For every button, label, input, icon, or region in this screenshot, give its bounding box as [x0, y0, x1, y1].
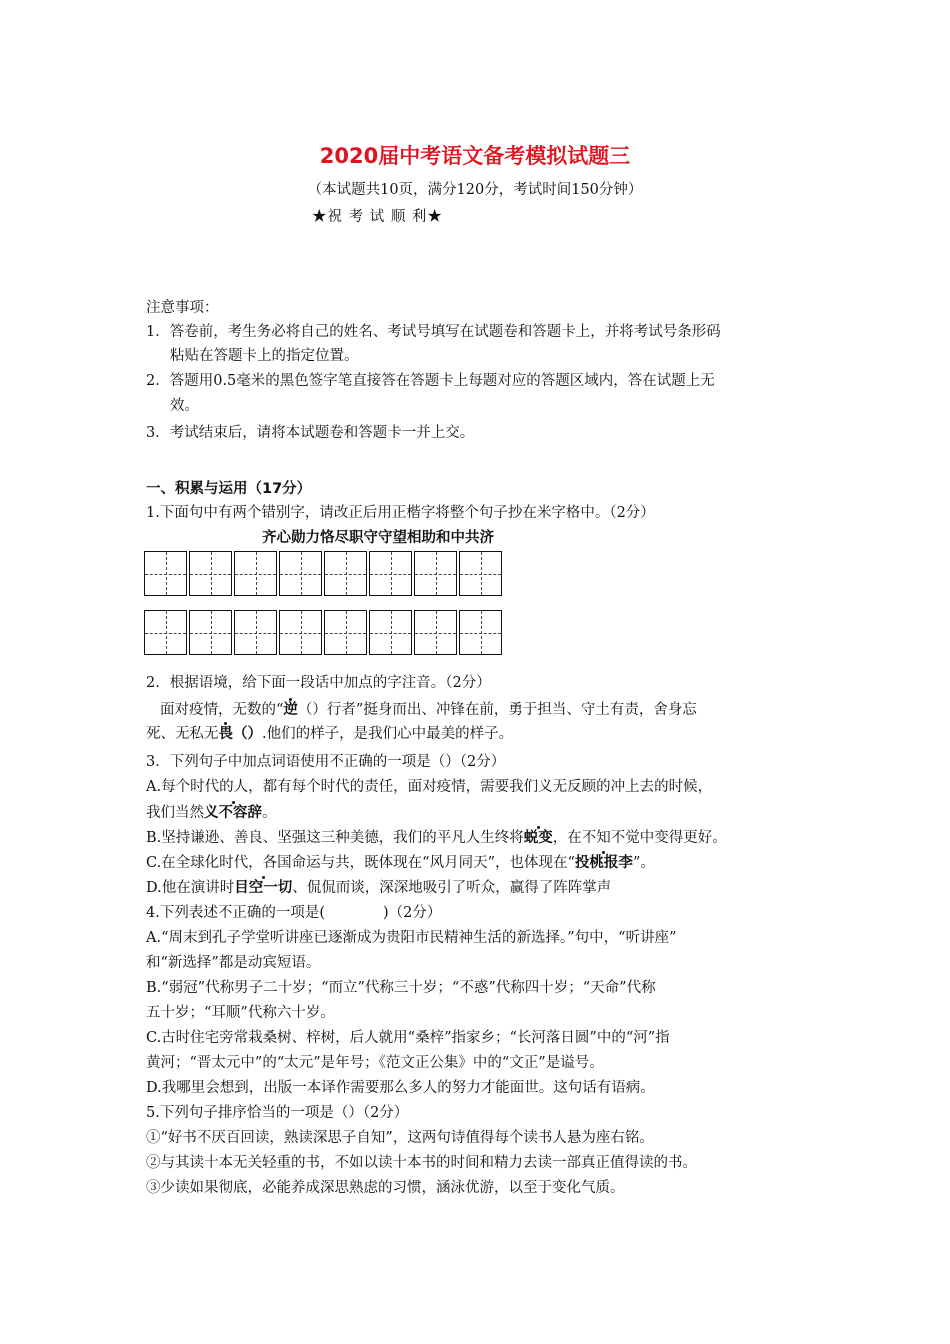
- section-heading: 一、积累与运用（17分）: [146, 481, 312, 497]
- notice-item: 粘贴在答题卡上的指定位置。: [170, 348, 359, 364]
- question-1-sentence: 齐心勋力恪尽职守守望相助和中共济: [262, 530, 494, 546]
- grid-cell[interactable]: [324, 551, 367, 596]
- dotted-phrase: 目空一切: [234, 880, 293, 896]
- notice-item: 1．答卷前，考生务必将自己的姓名、考试号填写在试题卷和答题卡上，并将考试号条形码: [146, 324, 721, 340]
- text-segment: C.在全球化时代，各国命运与共，既体现在“风月同天”，也体现在“: [146, 855, 575, 871]
- question-5-stem: 5.下列句子排序恰当的一项是（）（2分）: [146, 1105, 409, 1121]
- option-c-line-2: 黄河；“晋太元中”的“太元”是年号；《范文正公集》中的“文正”是谥号。: [146, 1055, 604, 1071]
- grid-cell[interactable]: [189, 610, 232, 655]
- option-d: [146, 878, 611, 898]
- sentence-1: ①“好书不厌百回读，熟读深思子自知”，这两句诗值得每个读书人悬为座右铭。: [146, 1130, 654, 1146]
- dotted-phrase: 蜕变: [523, 830, 553, 846]
- grid-cell[interactable]: [414, 551, 457, 596]
- blank-parens: （）: [233, 726, 262, 742]
- option-b: [146, 828, 727, 848]
- grid-cell[interactable]: [414, 610, 457, 655]
- notice-item: 3．考试结束后，请将本试题卷和答题卡一并上交。: [146, 425, 475, 441]
- page-title: 2020届中考语文备考模拟试题三: [319, 144, 631, 168]
- grid-cell[interactable]: [459, 551, 502, 596]
- sentence-2: ②与其读十本无关轻重的书，不如以读十本书的时间和精力去读一部真正值得读的书。: [146, 1155, 697, 1171]
- text-segment: D.他在演讲时: [146, 880, 235, 896]
- text-segment: 死、无私无: [146, 726, 219, 742]
- grid-cell[interactable]: [279, 610, 322, 655]
- exam-info: （本试题共10页，满分120分，考试时间150分钟）: [307, 182, 643, 198]
- grid-cell[interactable]: [324, 610, 367, 655]
- question-4-stem: 4.下列表述不正确的一项是( )（2分）: [146, 905, 442, 921]
- dotted-char: 畏: [218, 726, 233, 742]
- grid-cell[interactable]: [144, 551, 187, 596]
- dotted-phrase: [204, 805, 262, 821]
- text-segment: .他们的样子，是我们心中最美的样子。: [262, 726, 514, 742]
- grid-cell[interactable]: [279, 551, 322, 596]
- text-segment: 。: [262, 805, 277, 821]
- grid-cell[interactable]: [234, 551, 277, 596]
- sentence-3: ③少读如果彻底，必能养成深思熟虑的习惯，涵泳优游，以至于变化气质。: [146, 1180, 625, 1196]
- grid-cell[interactable]: [459, 610, 502, 655]
- grid-cell[interactable]: [189, 551, 232, 596]
- option-d: D.我哪里会想到，出版一本译作需要那么多人的努力才能面世。这句话有语病。: [146, 1080, 655, 1096]
- text-segment: ，在不知不觉中变得更好。: [552, 830, 727, 846]
- grid-cell[interactable]: [369, 551, 412, 596]
- text-segment: B.坚持谦逊、善良、坚强这三种美德，我们的平凡人生终将: [146, 830, 524, 846]
- notice-item: 2．答题用0.5毫米的黑色签字笔直接答在答题卡上每题对应的答题区域内，答在试题上无: [146, 373, 715, 389]
- text-segment: 、侃侃而谈，深深地吸引了听众，赢得了阵阵掌声: [292, 880, 612, 896]
- notice-item: 效。: [170, 398, 199, 414]
- text-segment: ”。: [632, 855, 655, 871]
- question-2-text-line-1: [160, 700, 697, 720]
- option-b-line-2: 五十岁；“耳顺”代称六十岁。: [146, 1005, 335, 1021]
- grid-cell[interactable]: [234, 610, 277, 655]
- grid-cell[interactable]: [144, 610, 187, 655]
- option-a: A.“周末到孔子学堂听讲座已逐渐成为贵阳市民精神生活的新选择。”句中，“听讲座”: [146, 930, 677, 946]
- option-a-line-2: [146, 803, 277, 823]
- dotted-text: 义不容辞: [204, 805, 262, 821]
- writing-grid-row-1[interactable]: [144, 551, 504, 596]
- good-luck-line: ★祝 考 试 顺 利★: [312, 209, 443, 225]
- option-a-line-2: 和“新选择”都是动宾短语。: [146, 955, 321, 971]
- option-a: A.每个时代的人，都有每个时代的责任，面对疫情，需要我们义无反顾的冲上去的时候，: [146, 779, 713, 795]
- text-segment: 面对疫情，无数的“: [160, 702, 284, 718]
- question-1-stem: 1.下面句中有两个错别字，请改正后用正楷字将整个句子抄在米字格中。（2分）: [146, 505, 655, 521]
- option-c: C.古时住宅旁常栽桑树、梓树，后人就用“桑梓”指家乡；“长河落日圆”中的“河”指: [146, 1030, 670, 1046]
- question-2-stem: 2．根据语境，给下面一段话中加点的字注音。（2分）: [146, 675, 491, 691]
- notice-heading: 注意事项：: [146, 300, 219, 316]
- dotted-phrase: 投桃报李: [574, 855, 633, 871]
- writing-grid-row-2[interactable]: [144, 610, 504, 655]
- option-c: [146, 853, 655, 873]
- text-segment: 我们当然: [146, 805, 204, 821]
- question-3-stem: 3．下列句子中加点词语使用不正确的一项是（）（2分）: [146, 754, 506, 770]
- text-segment: （）行者”挺身而出、冲锋在前，勇于担当、守土有责，舍身忘: [297, 702, 697, 718]
- option-b: B.“弱冠”代称男子二十岁；“而立”代称三十岁；“不惑”代称四十岁；“天命”代称: [146, 980, 656, 996]
- dotted-char: 逆: [283, 702, 298, 718]
- grid-cell[interactable]: [369, 610, 412, 655]
- question-2-text-line-2: [146, 724, 513, 744]
